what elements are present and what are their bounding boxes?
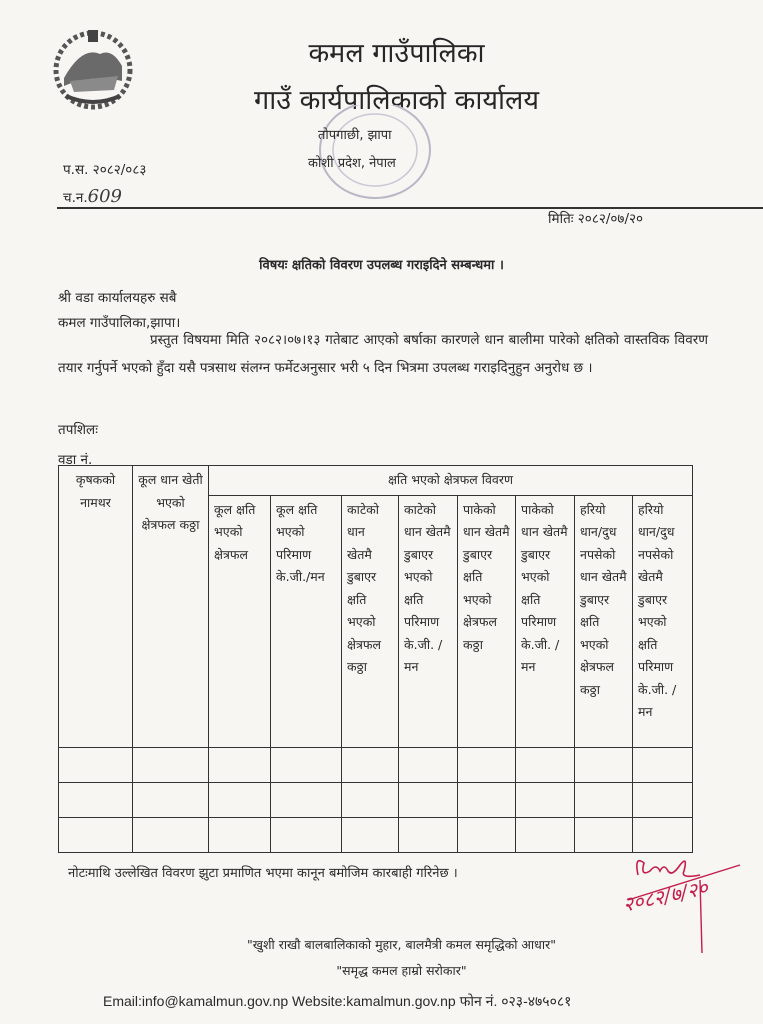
table-cell[interactable] [458, 747, 516, 782]
table-cell[interactable] [516, 747, 575, 782]
table-cell[interactable] [516, 782, 575, 817]
table-cell[interactable] [59, 747, 133, 782]
table-cell[interactable] [133, 817, 209, 852]
column-header: कूल क्षति भएको क्षेत्रफल [209, 495, 271, 747]
recipient-line-1: श्री वडा कार्यालयहरु सबै [58, 290, 177, 306]
letter-body: प्रस्तुत विषयमा मिति २०८२।०७।१३ गतेबाट आएको बर्षाका कारणले धान बालीमा पारेको क्षतिको वास्तविक विवरण तयार गर्नुपर्ने भएको हुँदा यसै पत्रसाथ संलग्न फर्मेटअनुसार भरी ५ दिन भित्रमा उपलब्ध गराइदिनुहुन अनुरोध छ । [58, 332, 708, 376]
table-row [59, 817, 693, 852]
table-cell[interactable] [59, 782, 133, 817]
footer-slogan-2: "समृद्ध कमल हाम्रो सरोकार" [336, 963, 467, 978]
signature-date: २०८२/७/२० [620, 875, 710, 917]
table-cell[interactable] [342, 782, 399, 817]
table-cell[interactable] [633, 782, 693, 817]
group-header: क्षति भएको क्षेत्रफल विवरण [209, 466, 693, 496]
footer-slogan-1: "खुशी राखौ बालबालिकाको मुहार, बालमैत्री कमल समृद्धिको आधार" [247, 937, 556, 952]
table-cell[interactable] [342, 747, 399, 782]
column-header: पाकेको धान खेतमै डुबाएर क्षति भएको क्षेत्रफल कठ्ठा [458, 495, 516, 747]
dispatch-number: 609 [87, 186, 123, 207]
table-cell[interactable] [516, 817, 575, 852]
table-cell[interactable] [271, 817, 342, 852]
table-cell[interactable] [271, 782, 342, 817]
table-cell[interactable] [133, 782, 209, 817]
letter-subject: विषयः क्षतिको विवरण उपलब्ध गराइदिने सम्बन्धमा । [259, 258, 504, 273]
note-text: नोटःमाथि उल्लेखित विवरण झुटा प्रमाणित भएमा कानून बमोजिम कारबाही गरिनेछ । [68, 866, 458, 881]
column-header: पाकेको धान खेतमै डुबाएर भएको क्षति परिमाण के.जी. /मन [516, 495, 575, 747]
table-cell[interactable] [575, 782, 633, 817]
table-cell[interactable] [399, 747, 458, 782]
recipient-line-2: कमल गाउँपालिका,झापा। [58, 315, 181, 331]
table-header-row [59, 466, 693, 496]
letter-date: मितिः २०८२/०७/२० [548, 211, 644, 227]
details-label: तपशिलः [58, 422, 98, 438]
footer-contact: Email:info@kamalmun.gov.np Website:kamalmun.gov.np फोन नं. ०२३-४७५०८१ [103, 993, 572, 1009]
fiscal-year: प.स. २०८२/०८३ [63, 162, 147, 178]
municipality-name: कमल गाउँपालिका [308, 38, 485, 69]
table-cell[interactable] [399, 817, 458, 852]
table-cell[interactable] [633, 747, 693, 782]
column-header: हरियो धान/दुध नपसेको धान खेतमै डुबाएर क्षति भएको क्षेत्रफल कठ्ठा [575, 495, 633, 747]
table-row [59, 782, 693, 817]
table-cell[interactable] [59, 817, 133, 852]
column-header: कूल क्षति भएको परिमाण के.जी./मन [271, 495, 342, 747]
column-header: हरियो धान/दुध नपसेको खेतमै डुबाएर भएको क्षति परिमाण के.जी. /मन [633, 495, 693, 747]
dispatch-number-row [63, 186, 122, 207]
ward-number-label: वडा नं. [58, 452, 93, 468]
header-divider [57, 207, 763, 209]
dispatch-label: च.न. [63, 190, 88, 206]
table-cell[interactable] [271, 747, 342, 782]
damage-details-table [58, 465, 693, 853]
address-line-2: कोशी प्रदेश, नेपाल [308, 156, 396, 171]
table-cell[interactable] [209, 747, 271, 782]
table-cell[interactable] [575, 747, 633, 782]
table-cell[interactable] [209, 782, 271, 817]
column-header: काटेको धान खेतमै डुबाएर भएको क्षति परिमाण के.जी. /मन [399, 495, 458, 747]
table-cell[interactable] [458, 782, 516, 817]
column-header: कूल धान खेती भएको क्षेत्रफल कठ्ठा [133, 466, 209, 748]
column-header: कृषकको नामथर [59, 466, 133, 748]
table-cell[interactable] [133, 747, 209, 782]
column-header: काटेको धान खेतमै डुबाएर क्षति भएको क्षेत्रफल कठ्ठा [342, 495, 399, 747]
table-cell[interactable] [458, 817, 516, 852]
address-line-1: तोपगाछी, झापा [318, 128, 392, 143]
table-cell[interactable] [209, 817, 271, 852]
table-cell[interactable] [342, 817, 399, 852]
office-name: गाउँ कार्यपालिकाको कार्यालय [254, 85, 539, 116]
table-row [59, 747, 693, 782]
table-cell[interactable] [399, 782, 458, 817]
